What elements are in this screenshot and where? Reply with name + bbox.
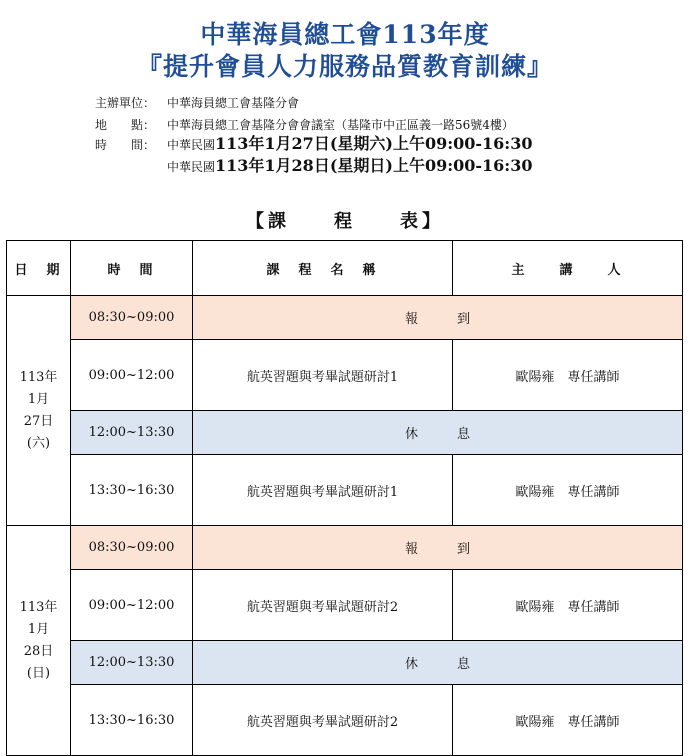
speaker-cell: 歐陽雍 專任講師 (453, 685, 683, 756)
organizer-label: 主辦單位： (95, 96, 156, 110)
date-cell: 113年 1月 27日 (六) (7, 296, 71, 526)
table-row (7, 641, 683, 685)
time-cell: 13:30~16:30 (71, 685, 193, 756)
break-cell: 休 息 (193, 641, 683, 685)
time-line-2 (95, 158, 532, 175)
location-label: 地 點： (95, 118, 156, 132)
table-row (7, 340, 683, 411)
time2-prefix: 中華民國 (167, 160, 216, 174)
schedule-table (6, 240, 683, 756)
speaker-cell: 歐陽雍 專任講師 (453, 570, 683, 641)
course-cell: 航英習題與考畢試題研討1 (193, 340, 453, 411)
table-row (7, 526, 683, 570)
time-line-1 (95, 136, 532, 153)
time1-prefix: 中華民國 (167, 138, 216, 152)
time-cell: 12:00~13:30 (71, 411, 193, 455)
time-cell: 08:30~09:00 (71, 526, 193, 570)
organizer-line (95, 95, 299, 111)
organizer-value: 中華海員總工會基隆分會 (167, 96, 300, 110)
time-cell: 08:30~09:00 (71, 296, 193, 340)
break-cell: 休 息 (193, 411, 683, 455)
schedule-title: 【課 程 表】 (246, 211, 444, 232)
location-line (95, 117, 514, 133)
table-row (7, 685, 683, 756)
time2-value: 113年1月28日(星期日)上午09:00-16:30 (215, 156, 533, 175)
speaker-cell: 歐陽雍 專任講師 (453, 455, 683, 526)
course-cell: 航英習題與考畢試題研討2 (193, 685, 453, 756)
time-cell: 12:00~13:30 (71, 641, 193, 685)
table-row (7, 455, 683, 526)
time-cell: 13:30~16:30 (71, 455, 193, 526)
header-time: 時 間 (71, 241, 193, 296)
time-cell: 09:00~12:00 (71, 340, 193, 411)
registration-cell: 報 到 (193, 526, 683, 570)
date-cell: 113年 1月 28日 (日) (7, 526, 71, 756)
header-speaker: 主 講 人 (453, 241, 683, 296)
registration-cell: 報 到 (193, 296, 683, 340)
header-course: 課 程 名 稱 (193, 241, 453, 296)
table-row (7, 570, 683, 641)
table-row (7, 296, 683, 340)
table-header-row (7, 241, 683, 296)
speaker-cell: 歐陽雍 專任講師 (453, 340, 683, 411)
time-label: 時 間： (95, 138, 156, 152)
course-cell: 航英習題與考畢試題研討1 (193, 455, 453, 526)
course-cell: 航英習題與考畢試題研討2 (193, 570, 453, 641)
table-row (7, 411, 683, 455)
title-line-2: 『提升會員人力服務品質教育訓練』 (136, 52, 553, 81)
time-cell: 09:00~12:00 (71, 570, 193, 641)
title-line-1: 中華海員總工會113年度 (200, 20, 490, 49)
location-value: 中華海員總工會基隆分會會議室（基隆市中正區義一路56號4樓） (167, 118, 514, 132)
time1-value: 113年1月27日(星期六)上午09:00-16:30 (215, 134, 533, 153)
header-date: 日 期 (7, 241, 71, 296)
